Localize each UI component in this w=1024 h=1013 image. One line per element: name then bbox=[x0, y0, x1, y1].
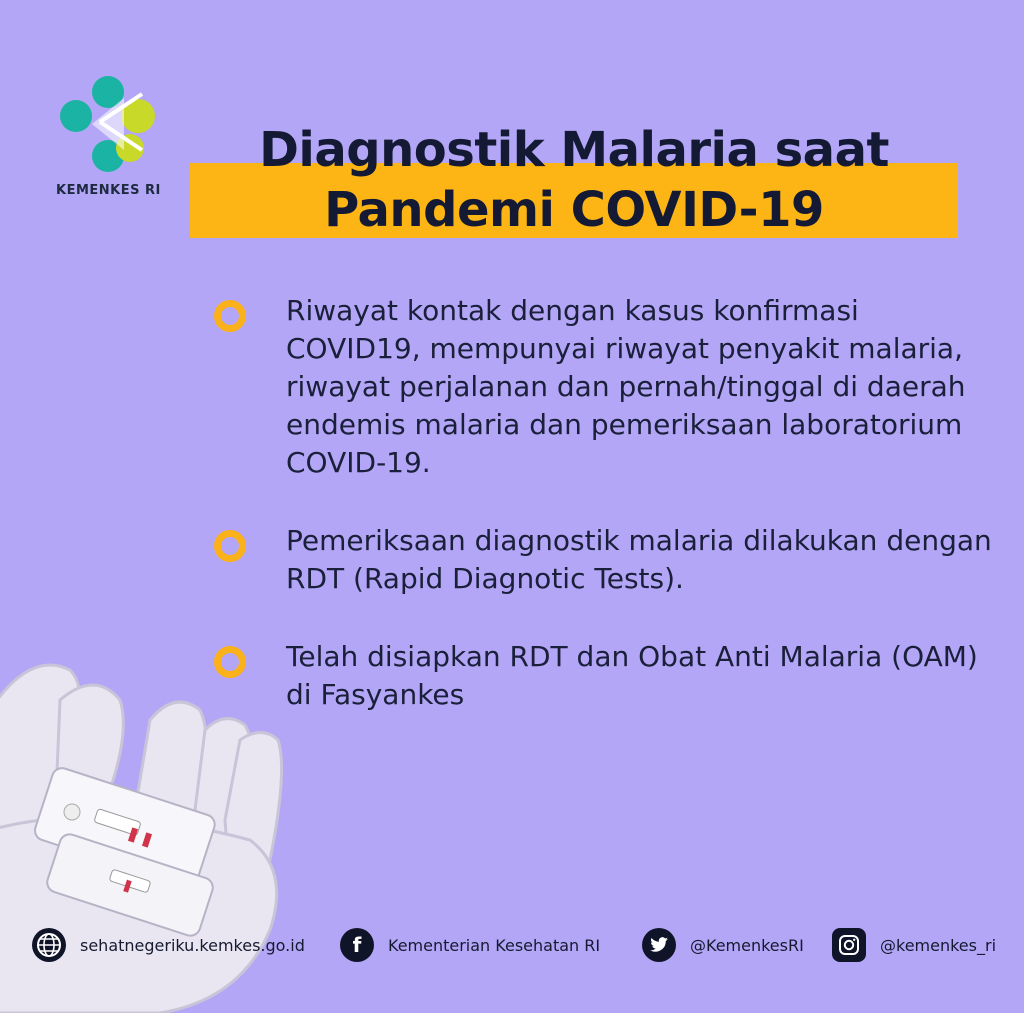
bullet-text: Pemeriksaan diagnostik malaria dilakukan dengan RDT (Rapid Diagnotic Tests). bbox=[286, 524, 992, 595]
page-title bbox=[190, 120, 958, 240]
list-item bbox=[210, 522, 1000, 598]
bullet-text: Telah disiapkan RDT dan Obat Anti Malaria (OAM) di Fasyankes bbox=[286, 640, 978, 711]
title-line-2: Pandemi COVID-19 bbox=[324, 182, 824, 238]
globe-icon bbox=[32, 928, 66, 962]
bullet-list bbox=[210, 292, 1000, 714]
footer-twitter[interactable] bbox=[642, 927, 804, 963]
bullet-text: Riwayat kontak dengan kasus konfirmasi COVID19, mempunyai riwayat penyakit malaria, riwayat perjalanan dan pernah/tinggal di daerah endemis malaria dan pemeriksaan laboratorium COVID-19. bbox=[286, 294, 966, 479]
logo-text: KEMENKES RI bbox=[56, 183, 161, 198]
bullet-ring-icon bbox=[214, 300, 246, 332]
list-item bbox=[210, 292, 1000, 482]
twitter-link[interactable]: @KemenkesRI bbox=[690, 935, 804, 955]
footer-website[interactable] bbox=[32, 927, 305, 963]
list-item bbox=[210, 638, 1000, 714]
footer-instagram[interactable] bbox=[832, 927, 996, 963]
facebook-icon: f bbox=[340, 928, 374, 962]
footer-facebook[interactable] bbox=[340, 927, 600, 963]
instagram-icon bbox=[832, 928, 866, 962]
twitter-icon bbox=[642, 928, 676, 962]
facebook-link[interactable]: Kementerian Kesehatan RI bbox=[388, 935, 601, 955]
website-link[interactable]: sehatnegeriku.kemkes.go.id bbox=[80, 935, 305, 955]
instagram-link[interactable]: @kemenkes_ri bbox=[880, 935, 997, 955]
bullet-ring-icon bbox=[214, 530, 246, 562]
title-line-1: Diagnostik Malaria saat bbox=[259, 122, 889, 178]
